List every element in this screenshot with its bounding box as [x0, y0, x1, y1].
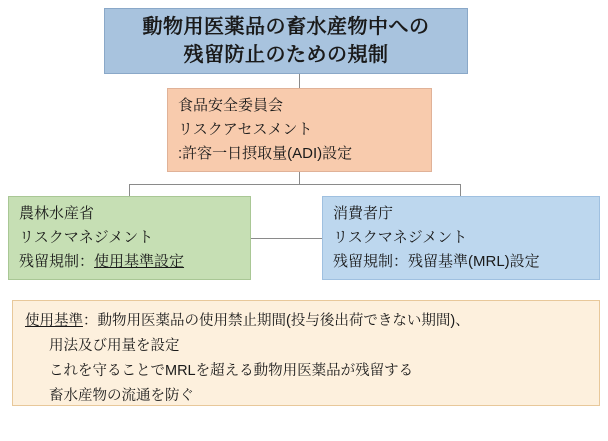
connector-to-maff [129, 184, 130, 196]
note-box [12, 300, 600, 406]
connector-fsc-horizontal [129, 184, 461, 185]
connector-title-to-fsc [299, 74, 300, 88]
connector-maff-to-caa [251, 238, 322, 239]
maff-line-3 [19, 250, 240, 274]
title-line-1: 動物用医薬品の畜水産物中への [142, 16, 430, 38]
maff-line-1: 農林水産省 [19, 205, 95, 222]
caa-line-1: 消費者庁 [333, 205, 394, 222]
fsc-line-1: 食品安全委員会 [178, 97, 284, 114]
note-line-3: これを守ることでMRLを超える動物用医薬品が残留する [49, 363, 414, 379]
title-line-2: 残留防止のための規制 [183, 44, 389, 66]
note-line-1-rest: ：動物用医薬品の使用禁止期間(投与後出荷できない期間)、 [83, 313, 470, 329]
connector-fsc-down [299, 172, 300, 184]
caa-line-2: リスクマネジメント [333, 229, 468, 246]
note-line-2: 用法及び用量を設定 [49, 338, 180, 354]
node-food-safety-commission [167, 88, 432, 172]
maff-line-3-prefix: 残留規制： [19, 253, 95, 270]
maff-line-2: リスクマネジメント [19, 229, 154, 246]
connector-to-caa [460, 184, 461, 196]
node-maff [8, 196, 251, 280]
caa-line-3: 残留規制：残留基準(MRL)設定 [333, 253, 540, 270]
note-line-4: 畜水産物の流通を防ぐ [49, 388, 194, 404]
fsc-line-3: :許容一日摂取量(ADI)設定 [178, 145, 353, 162]
note-line-1 [25, 309, 587, 334]
note-label: 使用基準 [25, 313, 83, 329]
maff-line-3-underlined: 使用基準設定 [94, 253, 185, 270]
fsc-line-2: リスクアセスメント [178, 121, 313, 138]
diagram-title-box [104, 8, 468, 74]
node-consumer-affairs-agency [322, 196, 600, 280]
